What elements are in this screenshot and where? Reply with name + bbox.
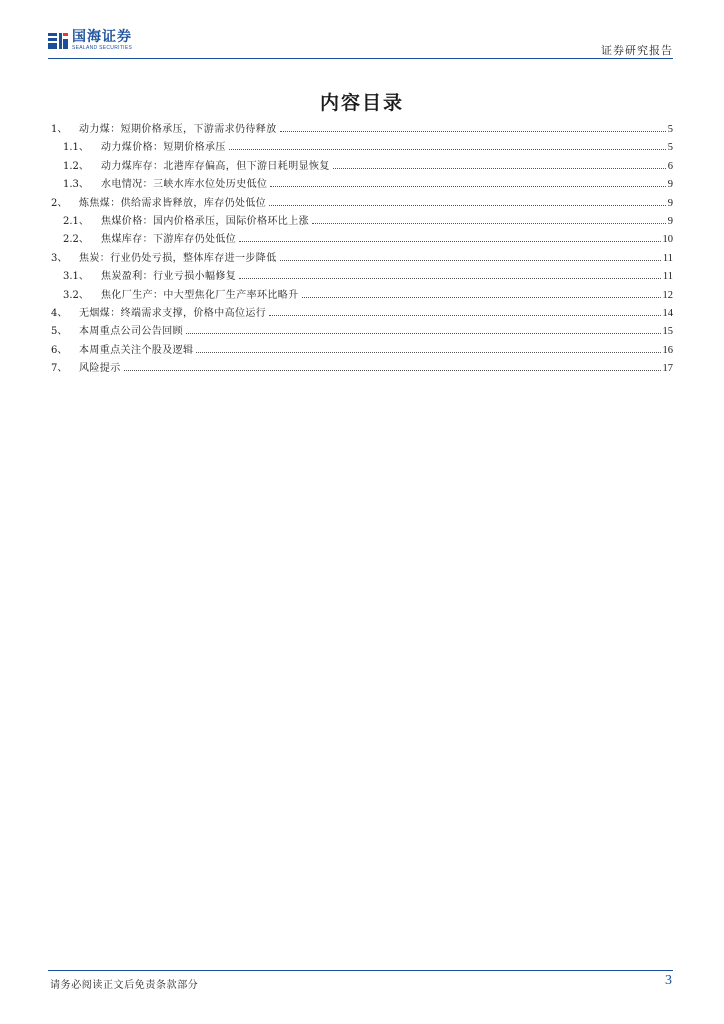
toc-entry-page[interactable]: 6	[667, 160, 673, 172]
toc-entry-label[interactable]: 焦化厂生产：中大型焦化厂生产率环比略升	[101, 289, 299, 301]
toc-entry-number: 1.1、	[63, 142, 89, 154]
toc-entry-page[interactable]: 9	[667, 179, 673, 191]
toc-entry[interactable]	[51, 138, 673, 156]
toc-dot-leader	[333, 168, 666, 169]
toc-dot-leader	[280, 260, 661, 261]
toc-entry[interactable]	[51, 359, 673, 377]
toc-entry-number: 2.1、	[63, 215, 89, 227]
toc-entry-label[interactable]: 焦煤库存：下游库存仍处低位	[101, 234, 237, 246]
toc-dot-leader	[186, 333, 661, 334]
toc-entry[interactable]	[51, 230, 673, 248]
toc-entry-number: 3、	[51, 252, 68, 264]
toc-entry-label[interactable]: 焦炭盈利：行业亏损小幅修复	[101, 271, 237, 283]
toc-dot-leader	[239, 241, 660, 242]
page-header	[48, 30, 673, 60]
toc-dot-leader	[302, 297, 661, 298]
toc-entry-page[interactable]: 12	[662, 289, 673, 301]
toc-entry-page[interactable]: 17	[662, 363, 673, 375]
toc-entry[interactable]	[51, 286, 673, 304]
toc-dot-leader	[239, 278, 661, 279]
sealand-logo-icon	[48, 31, 68, 51]
toc-entry-number: 3.1、	[63, 271, 89, 283]
toc-entry-label[interactable]: 焦炭：行业仍处亏损，整体库存进一步降低	[79, 252, 277, 264]
table-of-contents	[51, 120, 673, 377]
toc-entry-label[interactable]: 水电情况：三峡水库水位处历史低位	[101, 179, 268, 191]
toc-entry-number: 2.2、	[63, 234, 89, 246]
toc-dot-leader	[280, 131, 666, 132]
toc-entry-page[interactable]: 9	[667, 197, 673, 209]
toc-entry-number: 4、	[51, 307, 68, 319]
toc-entry-number: 1.2、	[63, 160, 89, 172]
toc-entry-number: 5、	[51, 326, 68, 338]
toc-entry[interactable]	[51, 212, 673, 230]
toc-entry-page[interactable]: 10	[662, 234, 673, 246]
toc-entry-page[interactable]: 9	[667, 215, 673, 227]
toc-dot-leader	[229, 149, 666, 150]
header-divider	[48, 58, 673, 59]
toc-dot-leader	[196, 352, 660, 353]
toc-entry-number: 3.2、	[63, 289, 89, 301]
toc-entry[interactable]	[51, 120, 673, 138]
toc-entry[interactable]	[51, 175, 673, 193]
toc-entry-label[interactable]: 风险提示	[79, 363, 121, 375]
toc-entry-page[interactable]: 5	[667, 124, 673, 135]
toc-entry-label[interactable]: 动力煤价格：短期价格承压	[101, 142, 226, 154]
toc-entry[interactable]	[51, 322, 673, 340]
brand-name-en: SEALAND SECURITIES	[72, 45, 133, 51]
toc-entry-page[interactable]: 5	[667, 142, 673, 154]
toc-entry-number: 1、	[51, 124, 68, 135]
toc-entry[interactable]	[51, 304, 673, 322]
toc-dot-leader	[269, 315, 660, 316]
toc-entry-number: 6、	[51, 344, 68, 356]
toc-entry-label[interactable]: 动力煤：短期价格承压，下游需求仍待释放	[79, 124, 277, 135]
toc-entry-page[interactable]: 14	[662, 307, 673, 319]
toc-entry-page[interactable]: 11	[662, 252, 673, 264]
toc-entry-number: 1.3、	[63, 179, 89, 191]
toc-entry[interactable]	[51, 341, 673, 359]
toc-dot-leader	[312, 223, 666, 224]
report-type-label: 证券研究报告	[601, 44, 673, 57]
toc-entry-page[interactable]: 16	[662, 344, 673, 356]
toc-entry-label[interactable]: 炼焦煤：供给需求皆释放，库存仍处低位	[79, 197, 267, 209]
toc-title: 内容目录	[319, 92, 404, 114]
company-logo	[48, 30, 132, 51]
footer-divider	[48, 970, 673, 971]
toc-entry-label[interactable]: 本周重点关注个股及逻辑	[79, 344, 194, 356]
toc-entry-label[interactable]: 焦煤价格：国内价格承压，国际价格环比上涨	[101, 215, 309, 227]
toc-entry-label[interactable]: 无烟煤：终端需求支撑，价格中高位运行	[79, 307, 267, 319]
toc-entry[interactable]	[51, 267, 673, 285]
toc-dot-leader	[269, 205, 666, 206]
toc-entry-label[interactable]: 本周重点公司公告回顾	[79, 326, 183, 338]
toc-entry[interactable]	[51, 249, 673, 267]
toc-dot-leader	[270, 186, 665, 187]
toc-entry-number: 2、	[51, 197, 68, 209]
toc-entry[interactable]	[51, 157, 673, 175]
page-number: 3	[665, 973, 672, 988]
toc-entry-page[interactable]: 15	[662, 326, 673, 338]
toc-dot-leader	[124, 370, 661, 371]
toc-entry-number: 7、	[51, 363, 68, 375]
disclaimer-text: 请务必阅读正文后免责条款部分	[50, 980, 199, 991]
brand-name-cn: 国海证券	[72, 29, 132, 45]
toc-entry-page[interactable]: 11	[662, 271, 673, 283]
toc-entry-label[interactable]: 动力煤库存：北港库存偏高，但下游日耗明显恢复	[101, 160, 330, 172]
toc-entry[interactable]	[51, 194, 673, 212]
